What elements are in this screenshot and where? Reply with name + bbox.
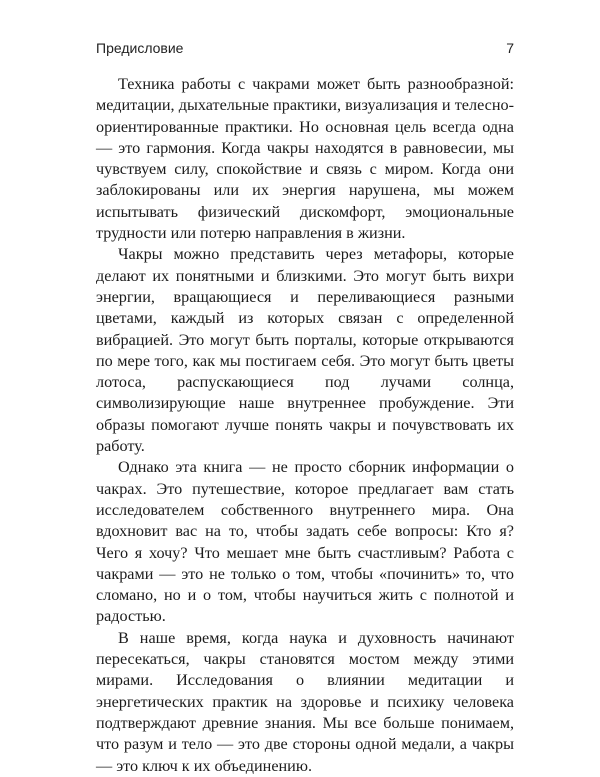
paragraph: Чакры можно представить через метафоры, которые делают их понятными и близкими. Это могут быть вихри энергии, вращающиеся и переливающиеся разными цветами, каждый из которых связан с определенной вибрацией. Это могут быть порталы, которые открываются по мере того, как мы постигаем себя. Это могут быть цветы лотоса, распускающиеся под лучами солнца, символизирующие наше внутреннее пробуждение. Эти образы помогают лучше понять чакры и почувствовать их работу. bbox=[96, 245, 514, 456]
running-header bbox=[96, 40, 514, 60]
chapter-title: Предисловие bbox=[96, 40, 184, 56]
page-number: 7 bbox=[506, 40, 514, 56]
paragraph: Техника работы с чакрами может быть разнообразной: медитации, дыхательные практики, визуализация и телесно-ориентированные практики. Но основная цель всегда одна — это гармония. Когда чакры находятся в равновесии, мы чувствуем силу, спокойствие и связь с миром. Когда они заблокированы или их энергия нарушена, мы можем испытывать физический дискомфорт, эмоциональные трудности или потерю направления в жизни. bbox=[96, 75, 514, 243]
paragraph: Однако эта книга — не просто сборник информации о чакрах. Это путешествие, которое предлагает вам стать исследователем собственного внутреннего мира. Она вдохновит вас на то, чтобы задать себе вопросы: Кто я? Чего я хочу? Что мешает мне быть счастливым? Работа с чакрами — это не только о том, чтобы «починить» то, что сломано, но и о том, чтобы научиться жить с полнотой и радостью. bbox=[96, 458, 514, 626]
paragraph: В наше время, когда наука и духовность начинают пересекаться, чакры становятся мостом между этими мирами. Исследования о влиянии медитации и энергетических практик на здоровье и психику человека подтверждают древние знания. Мы все больше понимаем, что разум и тело — это две стороны одной медали, а чакры — это ключ к их объединению. bbox=[96, 628, 514, 775]
body-text bbox=[96, 74, 514, 777]
